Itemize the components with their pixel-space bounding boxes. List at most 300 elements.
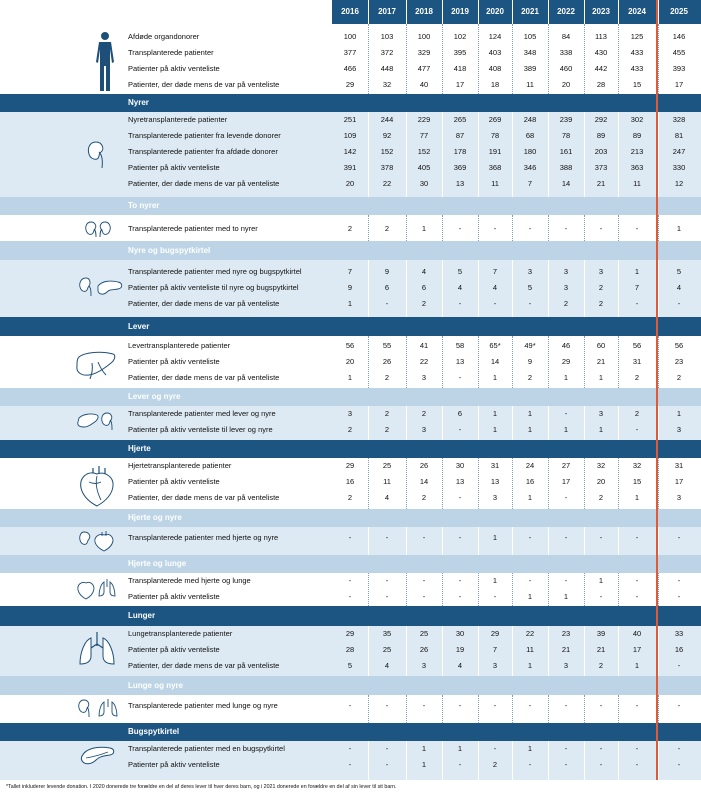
cell-2019: 19 [455,645,465,654]
cell-2016: 377 [343,48,357,57]
cell-2022: - [564,701,568,710]
year-header-2022: 2022 [557,7,575,16]
table-row [0,128,701,144]
cell-2019: - [458,224,462,233]
column-divider [548,741,549,780]
column-divider [584,741,585,780]
cell-2021: 24 [525,461,535,470]
column-divider [442,260,443,317]
cell-2025: 455 [672,48,686,57]
cell-2017: 4 [384,661,390,670]
column-divider [442,695,443,723]
header-divider [618,0,619,24]
column-divider [658,336,659,388]
section-header-hjerte [0,440,701,458]
cell-2022: 1 [563,425,569,434]
year-header-2023: 2023 [592,7,610,16]
cell-2018: 30 [419,179,429,188]
cell-2019: - [458,425,462,434]
cell-2021: 346 [523,163,537,172]
row-label: Patienter på aktiv venteliste til nyre og bugspytkirtel [128,283,299,292]
cell-2021: 3 [527,267,533,276]
column-divider [478,215,479,241]
cell-2024: 15 [632,80,642,89]
cell-2020: 191 [488,147,502,156]
cell-2018: 100 [417,32,431,41]
column-divider [618,260,619,317]
column-divider [368,406,369,440]
cell-2025: - [677,592,681,601]
column-divider [548,573,549,606]
cell-2018: 14 [419,477,429,486]
column-divider [584,112,585,197]
cell-2025: 16 [674,645,684,654]
cell-2022: 1 [563,592,569,601]
row-label: Patienter på aktiv venteliste [128,592,220,601]
column-divider [442,406,443,440]
row-label: Hjertetransplanterede patienter [128,461,232,470]
cell-2018: 25 [419,629,429,638]
cell-2017: - [385,299,389,308]
cell-2025: 4 [676,283,682,292]
cell-2017: 2 [384,373,390,382]
cell-2024: 15 [632,477,642,486]
cell-2023: 21 [596,645,606,654]
column-divider [584,527,585,555]
header-divider [584,0,585,24]
cell-2019: 17 [455,80,465,89]
cell-2022: 17 [561,477,571,486]
cell-2022: - [564,224,568,233]
cell-2020: 1 [492,373,498,382]
cell-2016: 1 [347,373,353,382]
cell-2016: - [348,744,352,753]
column-divider [512,527,513,555]
section-title: Lever [128,322,150,331]
cell-2016: 2 [347,224,353,233]
cell-2023: 373 [594,163,608,172]
cell-2023: - [599,533,603,542]
year-header-2017: 2017 [378,7,396,16]
cell-2023: 430 [594,48,608,57]
cell-2016: 7 [347,267,353,276]
cell-2022: 1 [563,373,569,382]
column-divider [368,260,369,317]
cell-2021: 22 [525,629,535,638]
year-header-2020: 2020 [486,7,504,16]
table-row [0,338,701,354]
column-divider [618,741,619,780]
year-header-2018: 2018 [415,7,433,16]
column-divider [406,112,407,197]
cell-2019: 6 [457,409,463,418]
column-divider [618,24,619,94]
cell-2018: 1 [421,224,427,233]
cell-2021: - [528,760,532,769]
cell-2020: 269 [488,115,502,124]
column-divider [512,573,513,606]
column-divider [658,260,659,317]
table-row [0,458,701,474]
cell-2021: 348 [523,48,537,57]
section-title: Hjerte [128,444,151,453]
column-divider [512,741,513,780]
column-divider [618,406,619,440]
cell-2016: 142 [343,147,357,156]
row-label: Transplanterede patienter med lever og nyre [128,409,276,418]
cell-2018: 229 [417,115,431,124]
row-label: Patienter, der døde mens de var på venteliste [128,179,280,188]
cell-2022: 20 [561,80,571,89]
cell-2016: 5 [347,661,353,670]
table-row [0,757,701,773]
cell-2024: 302 [630,115,644,124]
row-label: Patienter, der døde mens de var på venteliste [128,661,280,670]
cell-2022: 84 [561,32,571,41]
cell-2021: 11 [526,645,534,654]
cell-2017: 2 [384,409,390,418]
column-divider [658,573,659,606]
cell-2017: 55 [382,341,392,350]
table-row [0,112,701,128]
cell-2018: - [422,576,426,585]
cell-2020: - [493,299,497,308]
column-divider [548,112,549,197]
cell-2025: - [677,744,681,753]
cell-2024: 433 [630,48,644,57]
cell-2016: 251 [343,115,357,124]
section-title: Hjerte og lunge [128,559,187,568]
cell-2021: 2 [527,373,533,382]
cell-2021: 180 [523,147,537,156]
cell-2020: 1 [492,425,498,434]
table-row [0,144,701,160]
cell-2021: 389 [523,64,537,73]
cell-2018: - [422,592,426,601]
table-row [0,296,701,312]
cell-2022: 27 [561,461,571,470]
cell-2021: 68 [525,131,535,140]
cell-2023: 2 [598,493,604,502]
cell-2024: 89 [632,131,642,140]
cell-2021: - [528,224,532,233]
cell-2024: 31 [632,357,642,366]
column-divider [478,527,479,555]
cell-2017: 92 [382,131,392,140]
row-label: Patienter på aktiv venteliste [128,477,220,486]
column-divider [584,626,585,676]
column-divider [512,336,513,388]
cell-2025: 330 [672,163,686,172]
cell-2025: 3 [676,425,682,434]
section-header-nyre-bugspyt [0,241,701,260]
cell-2025: 17 [674,477,684,486]
cell-2017: 103 [380,32,394,41]
cell-2025: 3 [676,493,682,502]
cell-2016: - [348,533,352,542]
table-row [0,160,701,176]
cell-2025: 247 [672,147,686,156]
column-divider [512,406,513,440]
cell-2023: 292 [594,115,608,124]
cell-2017: 244 [380,115,394,124]
table-row [0,573,701,589]
cell-2024: 125 [630,32,644,41]
column-divider [442,112,443,197]
section-header-lever [0,317,701,336]
cell-2021: 1 [527,425,533,434]
cell-2019: - [458,760,462,769]
column-divider [406,626,407,676]
cell-2021: 7 [527,179,533,188]
cell-2020: 18 [490,80,500,89]
column-divider [442,458,443,509]
cell-2025: - [677,760,681,769]
cell-2023: 113 [595,32,607,41]
column-divider [548,336,549,388]
cell-2016: - [348,576,352,585]
cell-2018: 477 [417,64,431,73]
row-label: Patienter på aktiv venteliste [128,64,220,73]
column-divider [548,24,549,94]
header-divider [406,0,407,24]
cell-2024: 56 [632,341,642,350]
column-divider [406,336,407,388]
cell-2019: 4 [457,661,463,670]
cell-2020: 29 [490,629,500,638]
section-header-bugspyt [0,723,701,741]
cell-2016: 391 [343,163,357,172]
cell-2016: 100 [343,32,357,41]
cell-2017: 372 [380,48,394,57]
column-divider [368,24,369,94]
column-divider [584,458,585,509]
cell-2020: - [493,701,497,710]
cell-2021: 1 [527,592,533,601]
cell-2024: 1 [634,267,640,276]
table-row [0,406,701,422]
cell-2023: - [599,592,603,601]
column-divider [512,112,513,197]
cell-2019: - [458,533,462,542]
row-label: Patienter på aktiv venteliste [128,357,220,366]
column-divider [584,573,585,606]
cell-2025: - [677,576,681,585]
row-label: Patienter, der døde mens de var på venteliste [128,373,280,382]
cell-2023: 21 [596,357,606,366]
cell-2019: 418 [453,64,467,73]
column-divider [368,695,369,723]
column-divider [368,527,369,555]
cell-2023: 442 [594,64,608,73]
column-divider [584,260,585,317]
cell-2018: 2 [421,409,427,418]
column-divider [406,527,407,555]
year-header-2019: 2019 [451,7,469,16]
cell-2019: - [458,592,462,601]
column-divider [548,527,549,555]
column-divider [618,458,619,509]
cell-2025: 17 [674,80,684,89]
cell-2022: 14 [561,179,571,188]
column-divider [658,112,659,197]
cell-2025: 23 [674,357,684,366]
cell-2017: - [385,760,389,769]
cell-2021: 1 [527,409,533,418]
row-label: Patienter på aktiv venteliste [128,760,220,769]
table-row [0,354,701,370]
cell-2018: 329 [417,48,431,57]
row-label: Transplanterede patienter [128,48,214,57]
cell-2020: 65* [489,341,501,350]
cell-2018: 2 [421,493,427,502]
cell-2022: - [564,493,568,502]
cell-2017: 11 [383,477,391,486]
cell-2016: 56 [345,341,355,350]
cell-2023: 3 [598,267,604,276]
column-divider [442,527,443,555]
cell-2019: 13 [455,477,465,486]
cell-2024: - [635,224,639,233]
section-title: To nyrer [128,201,160,210]
cell-2023: 2 [598,661,604,670]
cell-2023: 39 [596,629,606,638]
row-label: Lungetransplanterede patienter [128,629,233,638]
section-header-lunger [0,606,701,626]
cell-2023: 2 [598,299,604,308]
cell-2020: 7 [492,267,498,276]
cell-2022: 21 [561,645,571,654]
table-row [0,77,701,93]
header-divider [548,0,549,24]
cell-2024: 433 [630,64,644,73]
column-divider [406,573,407,606]
column-divider [442,626,443,676]
column-divider [584,215,585,241]
cell-2024: 363 [630,163,644,172]
column-divider [512,626,513,676]
table-row [0,280,701,296]
table-row [0,264,701,280]
column-divider [548,458,549,509]
table-row [0,45,701,61]
cell-2023: 21 [596,179,606,188]
cell-2019: - [458,701,462,710]
cell-2018: 6 [421,283,427,292]
column-divider [478,741,479,780]
cell-2016: 9 [347,283,353,292]
row-label: Patienter på aktiv venteliste [128,645,220,654]
cell-2024: - [635,760,639,769]
cell-2018: 77 [419,131,429,140]
cell-2020: 2 [492,760,498,769]
cell-2019: - [458,493,462,502]
cell-2018: 405 [417,163,431,172]
cell-2023: 20 [596,477,606,486]
column-divider [368,741,369,780]
cell-2020: - [493,224,497,233]
cell-2021: - [528,576,532,585]
cell-2022: - [564,744,568,753]
cell-2025: 1 [676,409,682,418]
cell-2016: 466 [343,64,357,73]
cell-2024: 17 [632,645,642,654]
cell-2018: 41 [419,341,429,350]
year-header-2021: 2021 [521,7,539,16]
cell-2020: 1 [492,576,498,585]
column-divider [478,336,479,388]
row-label: Patienter på aktiv venteliste [128,163,220,172]
table-row [0,221,701,237]
section-title: Nyrer [128,98,149,107]
row-label: Afdøde organdonorer [128,32,200,41]
cell-2024: - [635,701,639,710]
cell-2020: 124 [488,32,502,41]
cell-2017: - [385,744,389,753]
cell-2023: 3 [598,409,604,418]
cell-2017: - [385,533,389,542]
year-header-2024: 2024 [628,7,646,16]
cell-2019: 395 [453,48,467,57]
cell-2020: 3 [492,661,498,670]
cell-2023: 1 [598,425,604,434]
section-title: Lever og nyre [128,392,181,401]
row-label: Nyretransplanterede patienter [128,115,228,124]
cell-2025: 81 [674,131,684,140]
column-divider [548,406,549,440]
cell-2023: 1 [598,576,604,585]
cell-2020: - [493,744,497,753]
cell-2023: - [599,760,603,769]
cell-2023: - [599,744,603,753]
column-divider [618,112,619,197]
table-row [0,474,701,490]
cell-2021: 1 [527,493,533,502]
cell-2025: 5 [676,267,682,276]
section-title: Hjerte og nyre [128,513,182,522]
cell-2016: 29 [345,461,355,470]
header-divider [368,0,369,24]
cell-2020: 7 [492,645,498,654]
column-divider [368,626,369,676]
cell-2016: - [348,592,352,601]
cell-2017: 32 [382,80,392,89]
cell-2021: - [528,701,532,710]
cell-2025: 2 [676,373,682,382]
section-header-hjerte-nyre [0,509,701,527]
cell-2021: 248 [523,115,537,124]
column-divider [584,406,585,440]
cell-2016: 3 [347,409,353,418]
cell-2022: 161 [559,147,573,156]
column-divider [478,112,479,197]
cell-2025: 31 [674,461,684,470]
column-divider [478,695,479,723]
table-row [0,29,701,45]
table-row [0,422,701,438]
cell-2017: 26 [382,357,392,366]
cell-2021: - [528,533,532,542]
column-divider [406,24,407,94]
column-divider [548,215,549,241]
cell-2022: - [564,576,568,585]
cell-2019: - [458,576,462,585]
row-label: Transplanterede patienter fra afdøde donorer [128,147,278,156]
section-title: Nyre og bugspytkirtel [128,246,211,255]
cell-2018: 152 [417,147,431,156]
row-label: Transplanterede patienter med hjerte og nyre [128,533,279,542]
cell-2021: 11 [526,80,534,89]
